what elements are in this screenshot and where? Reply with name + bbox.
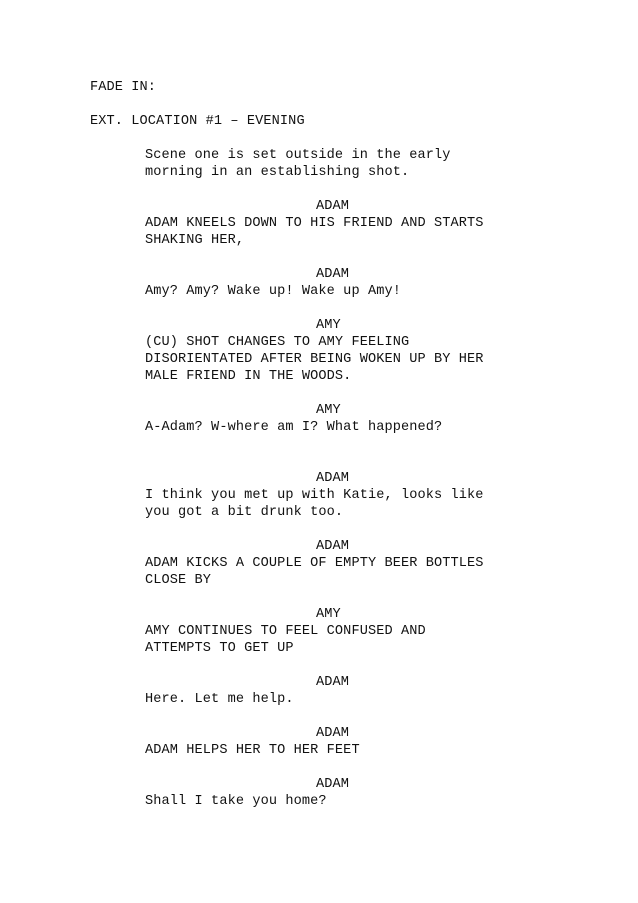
action-line: Scene one is set outside in the early bbox=[145, 148, 451, 163]
dialogue-line: you got a bit drunk too. bbox=[145, 505, 344, 520]
character-cue: ADAM bbox=[316, 471, 350, 486]
dialogue-line: Shall I take you home? bbox=[145, 794, 327, 809]
dialogue-line: SHAKING HER, bbox=[145, 233, 245, 248]
action-line: morning in an establishing shot. bbox=[145, 165, 410, 180]
dialogue-line: ADAM KICKS A COUPLE OF EMPTY BEER BOTTLES bbox=[145, 556, 484, 571]
dialogue-line: ADAM KNEELS DOWN TO HIS FRIEND AND STARTS bbox=[145, 216, 484, 231]
dialogue-line: ATTEMPTS TO GET UP bbox=[145, 641, 294, 656]
dialogue-line: CLOSE BY bbox=[145, 573, 212, 588]
character-cue: ADAM bbox=[316, 777, 350, 792]
character-cue: AMY bbox=[316, 607, 341, 622]
dialogue-line: (CU) SHOT CHANGES TO AMY FEELING bbox=[145, 335, 410, 350]
scene-heading: EXT. LOCATION #1 – EVENING bbox=[90, 114, 305, 129]
dialogue-line: AMY CONTINUES TO FEEL CONFUSED AND bbox=[145, 624, 426, 639]
character-cue: ADAM bbox=[316, 199, 350, 214]
dialogue-line: A-Adam? W-where am I? What happened? bbox=[145, 420, 443, 435]
dialogue-line: I think you met up with Katie, looks like bbox=[145, 488, 484, 503]
character-cue: AMY bbox=[316, 403, 341, 418]
character-cue: ADAM bbox=[316, 539, 350, 554]
dialogue-line: DISORIENTATED AFTER BEING WOKEN UP BY HER bbox=[145, 352, 484, 367]
dialogue-line: ADAM HELPS HER TO HER FEET bbox=[145, 743, 360, 758]
dialogue-line: Amy? Amy? Wake up! Wake up Amy! bbox=[145, 284, 401, 299]
character-cue: ADAM bbox=[316, 267, 350, 282]
character-cue: ADAM bbox=[316, 675, 350, 690]
transition: FADE IN: bbox=[90, 80, 157, 95]
dialogue-line: Here. Let me help. bbox=[145, 692, 294, 707]
dialogue-line: MALE FRIEND IN THE WOODS. bbox=[145, 369, 352, 384]
character-cue: AMY bbox=[316, 318, 341, 333]
character-cue: ADAM bbox=[316, 726, 350, 741]
